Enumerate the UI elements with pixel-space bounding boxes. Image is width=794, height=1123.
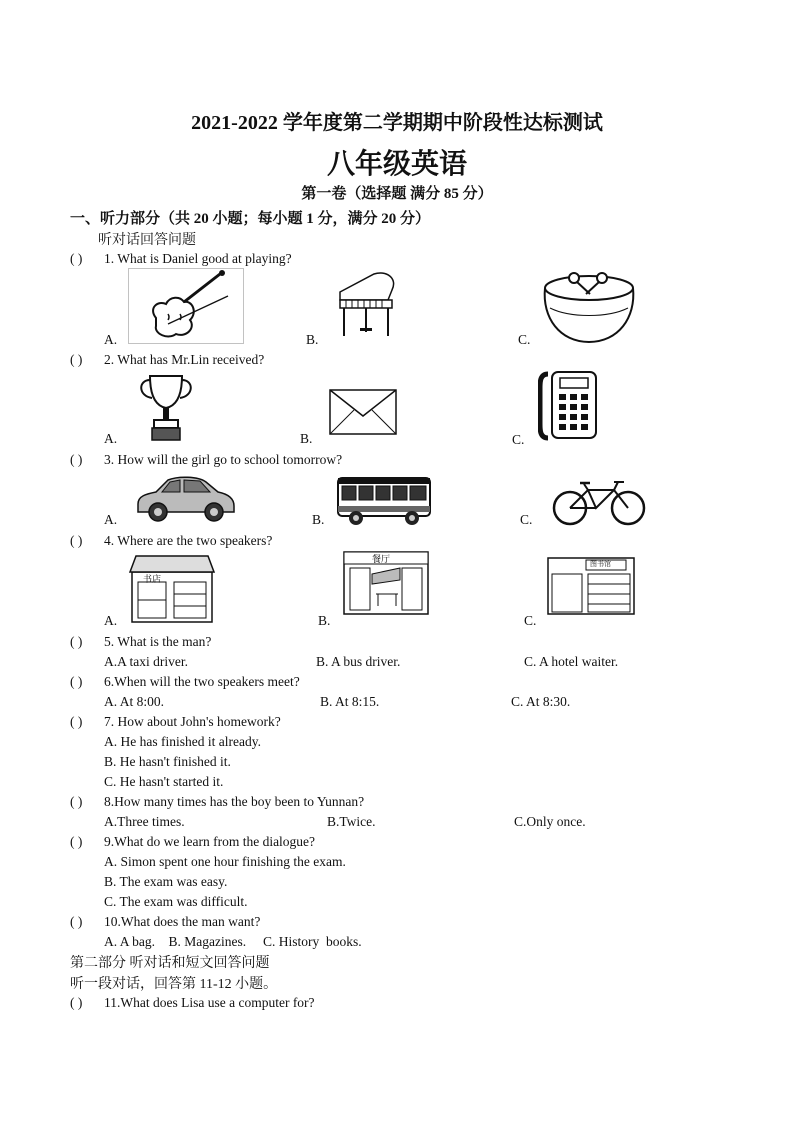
q4-option-a[interactable]: A. bbox=[104, 613, 118, 628]
question-10: 10.What does the man want? bbox=[104, 914, 261, 929]
q9-option-c[interactable]: C. The exam was difficult. bbox=[104, 894, 248, 909]
q9-option-b[interactable]: B. The exam was easy. bbox=[104, 874, 228, 889]
answer-blank-6[interactable]: ( ) bbox=[70, 674, 83, 689]
bicycle-icon bbox=[548, 478, 650, 526]
answer-blank-5[interactable]: ( ) bbox=[70, 634, 83, 649]
answer-blank-7[interactable]: ( ) bbox=[70, 714, 83, 729]
q6-option-a[interactable]: A. At 8:00. bbox=[104, 694, 165, 709]
q5-option-b[interactable]: B. A bus driver. bbox=[316, 654, 401, 669]
q1-option-c[interactable]: C. bbox=[518, 332, 531, 347]
q1-option-a[interactable]: A. bbox=[104, 332, 118, 347]
answer-blank-10[interactable]: ( ) bbox=[70, 914, 83, 929]
section2-instruction: 听一段对话，回答第 11-12 小题。 bbox=[70, 977, 278, 992]
question-3: 3. How will the girl go to school tomorrow? bbox=[104, 452, 343, 467]
question-2: 2. What has Mr.Lin received? bbox=[104, 352, 265, 367]
answer-blank-9[interactable]: ( ) bbox=[70, 834, 83, 849]
question-7: 7. How about John's homework? bbox=[104, 714, 281, 729]
q1-option-b[interactable]: B. bbox=[306, 332, 319, 347]
car-icon bbox=[134, 472, 236, 524]
q5-option-a[interactable]: A.A taxi driver. bbox=[104, 654, 188, 669]
bookstore-sign: 书店 bbox=[143, 575, 162, 585]
answer-blank-11[interactable]: ( ) bbox=[70, 995, 83, 1010]
section1-instruction: 听对话回答问题 bbox=[98, 233, 196, 248]
question-6: 6.When will the two speakers meet? bbox=[104, 674, 300, 689]
library-sign: 图书馆 bbox=[590, 560, 611, 568]
q6-option-c[interactable]: C. At 8:30. bbox=[511, 694, 571, 709]
q2-option-c[interactable]: C. bbox=[512, 432, 525, 447]
q10-options[interactable]: A. A bag. B. Magazines. C. History books. bbox=[104, 934, 362, 949]
q5-option-c[interactable]: C. A hotel waiter. bbox=[524, 654, 619, 669]
envelope-icon bbox=[328, 386, 398, 438]
q7-option-a[interactable]: A. He has finished it already. bbox=[104, 734, 261, 749]
answer-blank-2[interactable]: ( ) bbox=[70, 352, 83, 367]
telephone-icon bbox=[538, 368, 600, 444]
q4-option-b[interactable]: B. bbox=[318, 613, 331, 628]
q8-option-b[interactable]: B.Twice. bbox=[327, 814, 376, 829]
answer-blank-4[interactable]: ( ) bbox=[70, 533, 83, 548]
question-1: 1. What is Daniel good at playing? bbox=[104, 251, 292, 266]
exam-title: 2021-2022 学年度第二学期期中阶段性达标测试 bbox=[191, 112, 603, 134]
drum-icon bbox=[540, 268, 638, 346]
restaurant-sign: 餐厅 bbox=[372, 555, 391, 565]
question-11: 11.What does Lisa use a computer for? bbox=[104, 995, 315, 1010]
answer-blank-8[interactable]: ( ) bbox=[70, 794, 83, 809]
bus-icon bbox=[334, 472, 434, 528]
q2-option-b[interactable]: B. bbox=[300, 431, 313, 446]
question-4: 4. Where are the two speakers? bbox=[104, 533, 273, 548]
q4-option-c[interactable]: C. bbox=[524, 613, 537, 628]
bookstore-icon bbox=[128, 552, 216, 626]
trophy-icon bbox=[136, 372, 196, 444]
piano-icon bbox=[334, 270, 400, 342]
q2-option-a[interactable]: A. bbox=[104, 431, 118, 446]
violin-icon bbox=[128, 268, 244, 344]
exam-subject: 八年级英语 bbox=[326, 149, 467, 180]
q8-option-a[interactable]: A.Three times. bbox=[104, 814, 185, 829]
q3-option-c[interactable]: C. bbox=[520, 512, 533, 527]
question-8: 8.How many times has the boy been to Yunnan? bbox=[104, 794, 365, 809]
q3-option-b[interactable]: B. bbox=[312, 512, 325, 527]
section1-heading: 一、听力部分（共 20 小题；每小题 1 分，满分 20 分） bbox=[70, 211, 431, 227]
q3-option-a[interactable]: A. bbox=[104, 512, 118, 527]
q7-option-b[interactable]: B. He hasn't finished it. bbox=[104, 754, 231, 769]
q6-option-b[interactable]: B. At 8:15. bbox=[320, 694, 380, 709]
q8-option-c[interactable]: C.Only once. bbox=[514, 814, 586, 829]
section2-heading: 第二部分 听对话和短文回答问题 bbox=[70, 956, 270, 971]
question-9: 9.What do we learn from the dialogue? bbox=[104, 834, 316, 849]
answer-blank-1[interactable]: ( ) bbox=[70, 251, 83, 266]
exam-volume: 第一卷（选择题 满分 85 分） bbox=[301, 186, 493, 202]
q9-option-a[interactable]: A. Simon spent one hour finishing the exam. bbox=[104, 854, 346, 869]
answer-blank-3[interactable]: ( ) bbox=[70, 452, 83, 467]
question-5: 5. What is the man? bbox=[104, 634, 212, 649]
q7-option-c[interactable]: C. He hasn't started it. bbox=[104, 774, 224, 789]
